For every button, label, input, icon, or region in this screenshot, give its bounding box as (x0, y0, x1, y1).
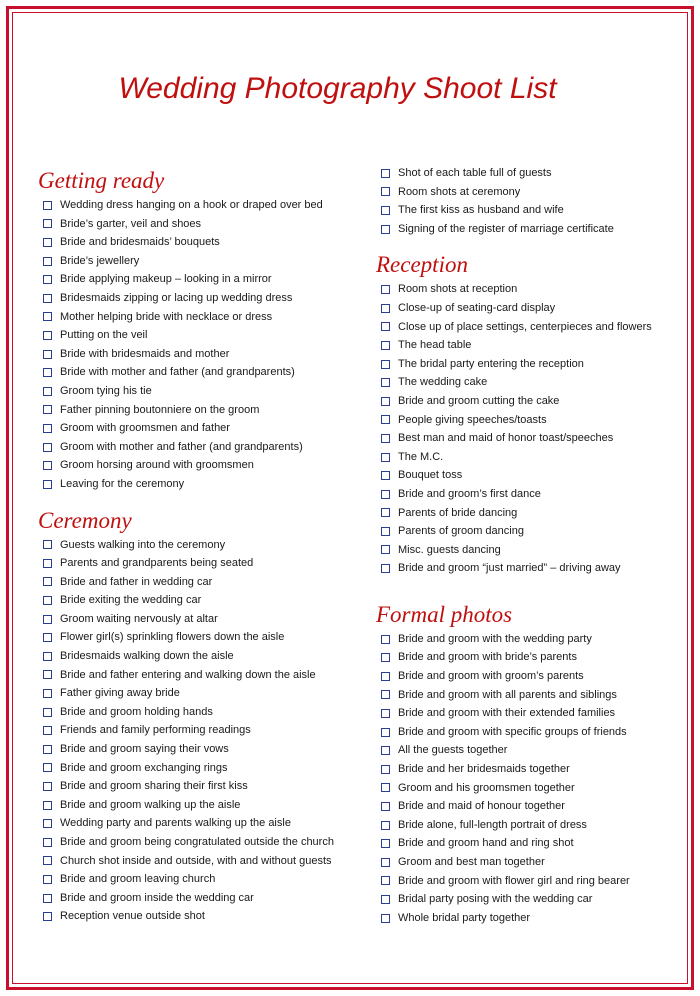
checklist-item-label: Bride and groom with bride’s parents (398, 651, 577, 664)
checklist-item-label: Bride and maid of honour together (398, 800, 565, 813)
checkbox[interactable] (43, 763, 52, 772)
checklist-item (38, 591, 358, 610)
checklist-item (38, 703, 358, 722)
checklist-item-label: Signing of the register of marriage certificate (398, 222, 614, 235)
checklist-item-label: Mother helping bride with necklace or dress (60, 310, 273, 323)
checklist-item (376, 853, 676, 872)
checkbox[interactable] (43, 368, 52, 377)
checklist-item-label: Bridal party posing with the wedding car (398, 893, 593, 906)
checkbox[interactable] (43, 350, 52, 359)
checkbox[interactable] (43, 577, 52, 586)
checklist-item-label: Groom with mother and father (and grandparents) (60, 440, 303, 453)
checkbox[interactable] (381, 690, 390, 699)
page-title: Wedding Photography Shoot List (118, 72, 557, 105)
checklist-item (376, 336, 676, 355)
checkbox[interactable] (43, 461, 52, 470)
checklist-item-label: Bride and groom walking up the aisle (60, 798, 241, 811)
checklist-item-label: Groom and best man together (398, 856, 545, 868)
checklist-item (376, 411, 676, 430)
checkbox[interactable] (43, 912, 52, 921)
checklist-item-label: Bride and groom with specific groups of friends (398, 725, 627, 738)
checkbox[interactable] (381, 876, 390, 885)
checklist-item (38, 475, 358, 494)
checklist-item-label: Room shots at reception (398, 283, 518, 296)
checklist-item-label: The bridal party entering the reception (398, 357, 584, 370)
checklist-item (38, 814, 358, 833)
checkbox[interactable] (43, 819, 52, 828)
checklist-item-label: Bride and father in wedding car (60, 575, 213, 588)
checklist-item-label: Bride exiting the wedding car (60, 594, 202, 607)
section-ceremony-continued (376, 164, 676, 238)
checklist-item-label: Room shots at ceremony (398, 185, 521, 198)
checkbox[interactable] (381, 285, 390, 294)
checklist-item (376, 280, 676, 299)
checklist-item (38, 252, 358, 271)
checklist-item (376, 318, 676, 337)
checklist-item (376, 164, 676, 183)
checkbox[interactable] (43, 708, 52, 717)
checklist-item-label: Bride and her bridesmaids together (398, 763, 570, 776)
checkbox[interactable] (43, 331, 52, 340)
checkbox[interactable] (381, 914, 390, 923)
checkbox[interactable] (381, 858, 390, 867)
checkbox[interactable] (381, 653, 390, 662)
checklist-item-label: Groom waiting nervously at altar (60, 612, 218, 625)
checklist-item (376, 816, 676, 835)
checkbox[interactable] (43, 387, 52, 396)
checklist-item (38, 684, 358, 703)
section-getting-ready (38, 166, 358, 494)
checklist-item (38, 740, 358, 759)
checkbox[interactable] (381, 728, 390, 737)
checkbox[interactable] (43, 615, 52, 624)
checklist-item-label: Bride and groom holding hands (60, 705, 213, 718)
checklist-item (376, 373, 676, 392)
checklist-item (38, 196, 358, 215)
checkbox[interactable] (381, 341, 390, 350)
checklist-item (376, 667, 676, 686)
checklist-item (38, 833, 358, 852)
checkbox[interactable] (381, 397, 390, 406)
checkbox[interactable] (381, 415, 390, 424)
checkbox[interactable] (43, 238, 52, 247)
checklist-item-label: Bride and groom sharing their first kiss (60, 780, 248, 793)
checklist-item (38, 628, 358, 647)
checklist-item (38, 759, 358, 778)
checklist-item-label: Parents of bride dancing (398, 506, 518, 519)
checklist-item-label: Parents and grandparents being seated (60, 557, 254, 570)
checklist-item-label: Guests walking into the ceremony (60, 538, 226, 551)
checklist-item (38, 345, 358, 364)
checklist-item-label: The first kiss as husband and wife (398, 204, 564, 217)
checkbox[interactable] (43, 875, 52, 884)
checkbox[interactable] (43, 670, 52, 679)
checkbox[interactable] (381, 564, 390, 573)
checkbox[interactable] (381, 765, 390, 774)
checkbox[interactable] (381, 635, 390, 644)
checkbox[interactable] (43, 540, 52, 549)
checklist-item-label: Bride and groom’s first dance (398, 487, 541, 500)
checkbox[interactable] (381, 508, 390, 517)
checklist-item-label: Friends and family performing readings (60, 724, 251, 737)
checkbox[interactable] (381, 225, 390, 234)
checklist-item-label: Whole bridal party together (398, 911, 531, 924)
checklist-item (38, 721, 358, 740)
checklist-item-label: Groom and his groomsmen together (398, 781, 575, 794)
checkbox[interactable] (381, 746, 390, 755)
checklist-item-label: Bride with mother and father (and grandparents) (60, 366, 295, 379)
checklist-item (376, 183, 676, 202)
checklist-item (38, 308, 358, 327)
checklist-item (376, 392, 676, 411)
left-column (38, 166, 358, 926)
checklist-item (38, 382, 358, 401)
checkbox[interactable] (43, 745, 52, 754)
checkbox[interactable] (43, 294, 52, 303)
checkbox[interactable] (381, 783, 390, 792)
checklist-item (38, 456, 358, 475)
checklist (38, 536, 358, 926)
checklist-item (38, 796, 358, 815)
section-reception (376, 250, 676, 578)
checklist-item (38, 852, 358, 871)
checklist-item-label: Father pinning boutonniere on the groom (60, 403, 260, 416)
checkbox[interactable] (381, 545, 390, 554)
checklist-item-label: Bride and groom inside the wedding car (60, 891, 254, 904)
checklist-item-label: Bride and groom with groom’s parents (398, 670, 584, 683)
checklist-item (38, 907, 358, 926)
section-title-getting-ready: Getting ready (38, 168, 165, 193)
checklist (376, 164, 676, 238)
checklist-item-label: Parents of groom dancing (398, 525, 524, 538)
checkbox[interactable] (43, 801, 52, 810)
checklist-item-label: Bride and groom “just married” – driving away (398, 562, 621, 575)
checklist-item-label: Bride and groom cutting the cake (398, 394, 560, 407)
checklist (38, 196, 358, 494)
checkbox[interactable] (381, 527, 390, 536)
checklist-item-label: Close up of place settings, centerpieces and flowers (398, 320, 652, 333)
checkbox[interactable] (381, 709, 390, 718)
checklist-item-label: Bridesmaids zipping or lacing up wedding dress (60, 291, 293, 304)
section-title-reception: Reception (376, 252, 468, 278)
checkbox[interactable] (381, 821, 390, 830)
checklist-item-label: Groom horsing around with groomsmen (60, 459, 254, 472)
checklist-item (376, 723, 676, 742)
checklist-item (376, 522, 676, 541)
checkbox[interactable] (43, 633, 52, 642)
checklist-item-label: Bride and groom saying their vows (60, 743, 229, 756)
checklist-item (376, 741, 676, 760)
checkbox[interactable] (381, 322, 390, 331)
checklist-item-label: Bride and groom with flower girl and ring bearer (398, 874, 630, 887)
right-column (376, 164, 676, 927)
checklist-item (38, 215, 358, 234)
checklist-item (376, 504, 676, 523)
checklist-item (38, 889, 358, 908)
checklist-item-label: Bride with bridesmaids and mother (60, 347, 230, 360)
section-title-ceremony: Ceremony (38, 507, 132, 533)
checkbox[interactable] (381, 360, 390, 369)
checkbox[interactable] (381, 169, 390, 178)
checklist-item (38, 777, 358, 796)
checklist-item (38, 326, 358, 345)
checkbox[interactable] (381, 304, 390, 313)
checklist-item (38, 363, 358, 382)
checklist-item-label: Groom with groomsmen and father (60, 422, 230, 435)
checklist-item-label: Misc. guests dancing (398, 543, 501, 556)
checklist-item-label: People giving speeches/toasts (398, 413, 547, 426)
checklist-item-label: The head table (398, 339, 472, 352)
checkbox[interactable] (43, 726, 52, 735)
checkbox[interactable] (381, 839, 390, 848)
checklist-item (376, 355, 676, 374)
checkbox[interactable] (43, 856, 52, 865)
checkbox[interactable] (43, 894, 52, 903)
checklist-item (38, 610, 358, 629)
checklist-item (38, 647, 358, 666)
checklist-item-label: Reception venue outside shot (60, 910, 205, 923)
checklist-item-label: Bride and bridesmaids’ bouquets (60, 236, 220, 249)
checklist-item (376, 779, 676, 798)
checkbox[interactable] (381, 471, 390, 480)
section-formal-photos (376, 600, 676, 928)
checklist-item (376, 834, 676, 853)
checklist-item (38, 419, 358, 438)
checklist-item-label: Bride and groom hand and ring shot (398, 837, 574, 850)
checklist-item-label: Bride’s jewellery (60, 254, 140, 267)
checklist-item-label: Church shot inside and outside, with and without guests (60, 854, 332, 867)
checkbox[interactable] (381, 206, 390, 215)
checklist-item-label: Putting on the veil (60, 329, 148, 342)
checklist-item (38, 573, 358, 592)
checkbox[interactable] (43, 443, 52, 452)
checklist-item (376, 448, 676, 467)
checklist-item-label: Best man and maid of honor toast/speeches (398, 432, 614, 445)
checklist-item (38, 870, 358, 889)
checklist-item (376, 541, 676, 560)
checklist-item (376, 648, 676, 667)
checklist-item-label: Bride applying makeup – looking in a mirror (60, 273, 272, 286)
checkbox[interactable] (43, 838, 52, 847)
checklist-item (38, 554, 358, 573)
checklist-item-label: Wedding party and parents walking up the aisle (60, 817, 291, 830)
checkbox[interactable] (381, 802, 390, 811)
checklist-item (376, 485, 676, 504)
checkbox[interactable] (43, 405, 52, 414)
checklist-item-label: All the guests together (398, 744, 508, 757)
section-ceremony (38, 506, 358, 926)
checklist-item (38, 233, 358, 252)
checklist-item-label: Father giving away bride (60, 687, 180, 700)
checklist-item (376, 890, 676, 909)
checklist-item-label: The M.C. (398, 450, 444, 463)
checkbox[interactable] (43, 312, 52, 321)
checklist (376, 280, 676, 578)
checklist-item (38, 289, 358, 308)
checklist-item-label: Flower girl(s) sprinkling flowers down the aisle (60, 631, 285, 644)
checklist-item (376, 466, 676, 485)
checkbox[interactable] (381, 895, 390, 904)
checkbox[interactable] (43, 689, 52, 698)
checklist-item (376, 909, 676, 928)
checklist-item (38, 401, 358, 420)
checklist-item-label: Close-up of seating-card display (398, 301, 556, 314)
checkbox[interactable] (381, 434, 390, 443)
checklist-item (376, 686, 676, 705)
checkbox[interactable] (43, 275, 52, 284)
checklist-item (376, 201, 676, 220)
checkbox[interactable] (43, 559, 52, 568)
checklist-item-label: Leaving for the ceremony (60, 477, 185, 490)
checkbox[interactable] (43, 424, 52, 433)
checklist-item-label: Bouquet toss (398, 469, 463, 482)
checklist-item-label: Bride and groom leaving church (60, 873, 216, 886)
checklist-item (376, 220, 676, 239)
checkbox[interactable] (43, 596, 52, 605)
checkbox[interactable] (381, 672, 390, 681)
checklist-item-label: Bride and father entering and walking down the aisle (60, 668, 316, 681)
checkbox[interactable] (381, 453, 390, 462)
checklist-item (38, 438, 358, 457)
checklist-item (38, 536, 358, 555)
checkbox[interactable] (43, 480, 52, 489)
checklist (376, 630, 676, 928)
checklist-item (376, 559, 676, 578)
checklist-item (376, 704, 676, 723)
checklist-item-label: The wedding cake (398, 376, 488, 389)
checklist-item-label: Bride and groom being congratulated outside the church (60, 836, 334, 848)
checklist-item (376, 872, 676, 891)
checklist-item (38, 270, 358, 289)
checklist-item (38, 666, 358, 685)
checkbox[interactable] (43, 201, 52, 210)
checkbox[interactable] (381, 378, 390, 387)
checklist-item-label: Bridesmaids walking down the aisle (60, 650, 234, 663)
checkbox[interactable] (43, 782, 52, 791)
checklist-item (376, 299, 676, 318)
checklist-item (376, 429, 676, 448)
checklist-item (376, 630, 676, 649)
checkbox[interactable] (381, 187, 390, 196)
checkbox[interactable] (381, 490, 390, 499)
checklist-item-label: Bride and groom exchanging rings (60, 761, 228, 774)
checkbox[interactable] (43, 652, 52, 661)
checklist-item-label: Bride alone, full-length portrait of dress (398, 818, 587, 831)
checklist-item-label: Bride’s garter, veil and shoes (60, 217, 202, 230)
checklist-item-label: Wedding dress hanging on a hook or draped over bed (60, 199, 323, 211)
checklist-item-label: Shot of each table full of guests (398, 167, 552, 179)
checklist-item-label: Bride and groom with all parents and siblings (398, 688, 617, 701)
checklist-item (376, 760, 676, 779)
checklist-item-label: Bride and groom with the wedding party (398, 632, 592, 645)
checkbox[interactable] (43, 219, 52, 228)
checklist-item-label: Bride and groom with their extended families (398, 707, 616, 720)
checklist-item (376, 797, 676, 816)
checklist-item-label: Groom tying his tie (60, 384, 152, 397)
checkbox[interactable] (43, 257, 52, 266)
section-title-formal-photos: Formal photos (376, 601, 513, 627)
